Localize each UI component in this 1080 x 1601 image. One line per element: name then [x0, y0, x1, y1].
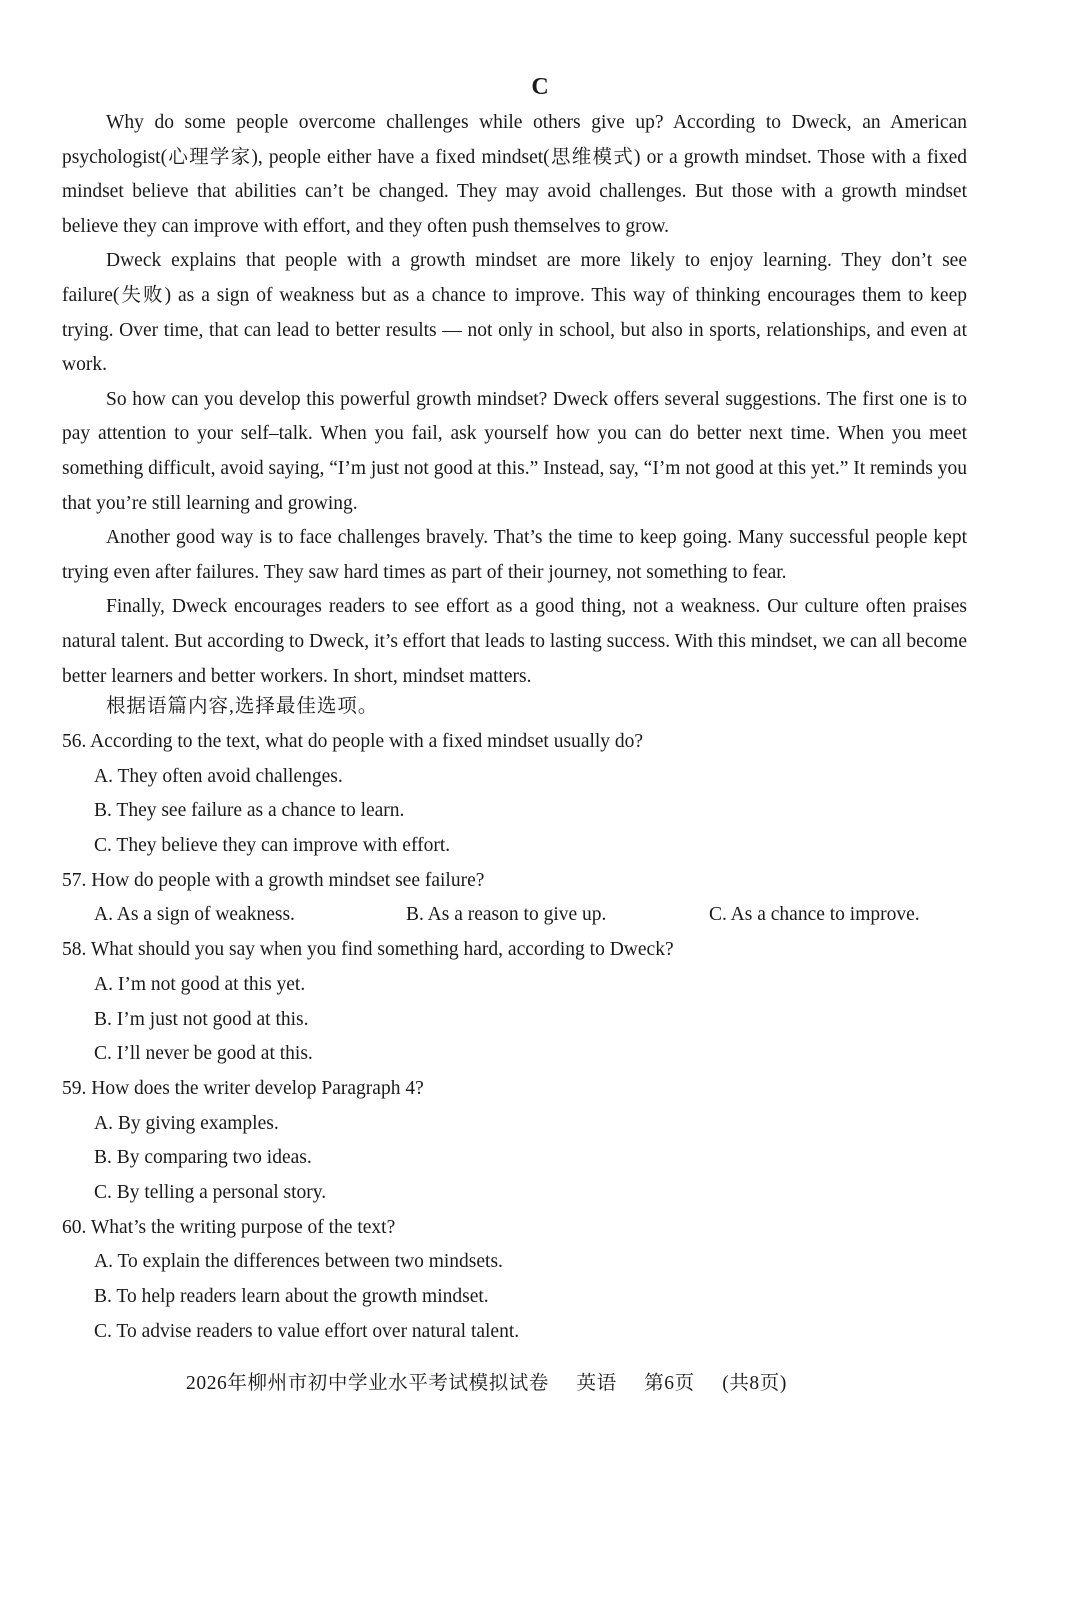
option-c: C. They believe they can improve with effort. — [94, 835, 451, 857]
option-a: A. To explain the differences between two mindsets. — [94, 1251, 503, 1273]
option-b: B. I’m just not good at this. — [94, 1008, 309, 1030]
footer-page-total: (共8页) — [722, 1373, 787, 1394]
option-c: C. As a chance to improve. — [709, 904, 920, 926]
option-a: A. As a sign of weakness. — [94, 904, 295, 926]
question-stem: 60. What’s the writing purpose of the text? — [62, 1216, 396, 1238]
passage-paragraph-2: Dweck explains that people with a growth mindset are more likely to enjoy learning. They don’t see failure(失败) as a sign of weakness but as a chance to improve. This way of thinking encourages them to keep trying. Over time, that can lead to better results — not only in school, but also in sports, relationships, and even at work. — [62, 250, 967, 376]
passage-paragraph-3: So how can you develop this powerful growth mindset? Dweck offers several suggestions. The first one is to pay attention to your self–talk. When you fail, ask yourself how you can do better next time. When you meet something difficult, avoid saying, “I’m just not good at this.” Instead, say, “I’m not good at this yet.” It reminds you that you’re still learning and growing. — [62, 388, 967, 514]
section-heading: C — [531, 74, 549, 100]
question-57 — [62, 864, 967, 933]
question-stem: 59. How does the writer develop Paragraph 4? — [62, 1077, 424, 1099]
option-b: B. As a reason to give up. — [406, 904, 607, 926]
question-list — [62, 725, 967, 1349]
footer-subject: 英语 — [576, 1373, 617, 1394]
passage-paragraph-1: Why do some people overcome challenges while others give up? According to Dweck, an American psychologist(心理学家), people either have a fixed mindset(思维模式) or a growth mindset. Those with a fixed mindset believe that abilities can’t be changed. They may avoid challenges. But those with a growth mindset believe they can improve with effort, and they often push themselves to grow. — [62, 112, 967, 237]
option-b: B. By comparing two ideas. — [94, 1147, 312, 1169]
option-a: A. I’m not good at this yet. — [94, 973, 306, 995]
footer-exam-title: 2026年柳州市初中学业水平考试模拟试卷 — [186, 1373, 550, 1394]
question-58 — [62, 933, 967, 1072]
passage-paragraph-5: Finally, Dweck encourages readers to see effort as a good thing, not a weakness. Our culture often praises natural talent. But according to Dweck, it’s effort that leads to lasting success. With this mindset, we can all become better learners and better workers. In short, mindset matters. — [62, 596, 967, 687]
question-59 — [62, 1072, 967, 1211]
option-c: C. To advise readers to value effort over natural talent. — [94, 1320, 520, 1342]
option-c: C. By telling a personal story. — [94, 1181, 327, 1203]
passage-paragraph-4: Another good way is to face challenges bravely. That’s the time to keep going. Many successful people kept trying even after failures. They saw hard times as part of their journey, not something to fear. — [62, 527, 967, 583]
option-row — [62, 898, 967, 933]
page-footer — [186, 1368, 809, 1400]
question-stem: 57. How do people with a growth mindset see failure? — [62, 869, 485, 891]
reading-passage — [62, 106, 967, 694]
question-stem: 58. What should you say when you find something hard, according to Dweck? — [62, 939, 674, 961]
option-a: A. They often avoid challenges. — [94, 765, 343, 787]
option-a: A. By giving examples. — [94, 1112, 279, 1134]
instruction-text: 根据语篇内容,选择最佳选项。 — [106, 696, 379, 717]
option-b: B. To help readers learn about the growth mindset. — [94, 1286, 489, 1307]
question-60 — [62, 1211, 967, 1350]
option-b: B. They see failure as a chance to learn. — [94, 800, 405, 822]
question-56 — [62, 725, 967, 864]
question-stem: 56. According to the text, what do people with a fixed mindset usually do? — [62, 731, 644, 752]
footer-page-number: 第6页 — [644, 1373, 695, 1394]
option-c: C. I’ll never be good at this. — [94, 1043, 313, 1065]
